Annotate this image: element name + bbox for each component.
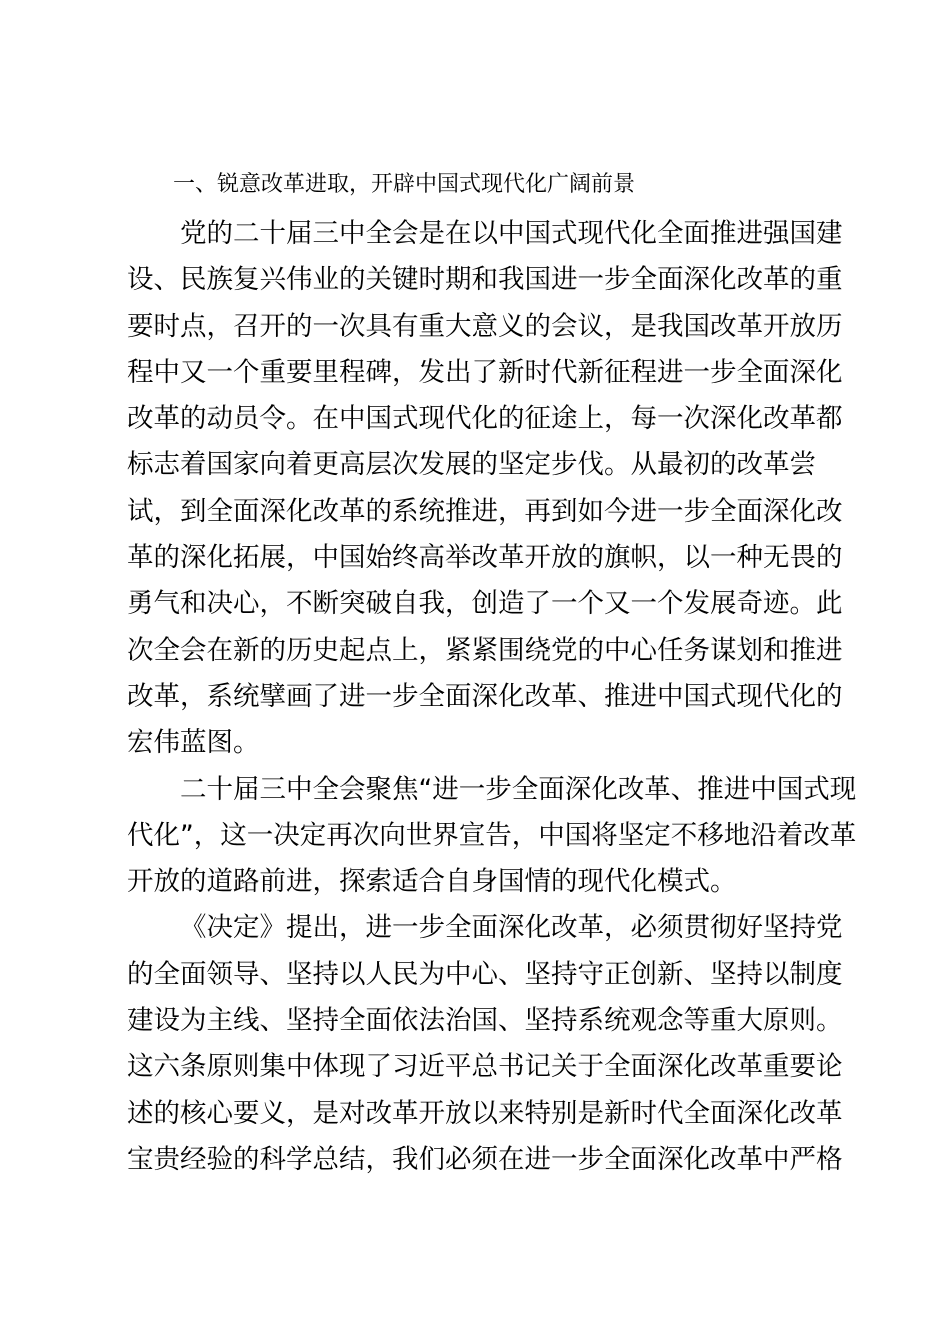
text-line: 代化”，这一决定再次向世界宣告，中国将坚定不移地沿着改革 xyxy=(127,819,857,851)
text-line: 革的深化拓展，中国始终高举改革开放的旗帜，以一种无畏的 xyxy=(127,542,843,574)
text-line: 标志着国家向着更高层次发展的坚定步伐。从最初的改革尝 xyxy=(127,449,816,481)
text-line: 这六条原则集中体现了习近平总书记关于全面深化改革重要论 xyxy=(127,1051,843,1083)
text-line: 党的二十届三中全会是在以中国式现代化全面推进强国建 xyxy=(180,218,843,249)
paragraph-1 xyxy=(127,211,843,767)
text-line: 宏伟蓝图。 xyxy=(127,727,260,759)
text-line: 开放的道路前进，探索适合自身国情的现代化模式。 xyxy=(127,866,737,898)
text-line: 试，到全面深化改革的系统推进，再到如今进一步全面深化改 xyxy=(127,495,843,527)
text-line: 《决定》提出，进一步全面深化改革，必须贯彻好坚持党 xyxy=(180,912,843,944)
text-line: 勇气和决心，不断突破自我，创造了一个又一个发展奇迹。此 xyxy=(127,588,843,620)
text-line: 改革的动员令。在中国式现代化的征途上，每一次深化改革都 xyxy=(127,403,843,435)
document-body xyxy=(127,163,857,1183)
text-line: 二十届三中全会聚焦“进一步全面深化改革、推进中国式现 xyxy=(180,773,857,805)
text-line: 述的核心要义，是对改革开放以来特别是新时代全面深化改革 xyxy=(127,1097,843,1129)
text-line: 的全面领导、坚持以人民为中心、坚持守正创新、坚持以制度 xyxy=(127,958,843,990)
text-line: 建设为主线、坚持全面依法治国、坚持系统观念等重大原则。 xyxy=(127,1005,843,1037)
paragraph-3 xyxy=(127,905,843,1183)
section-heading: 一、锐意改革进取，开辟中国式现代化广阔前景 xyxy=(173,172,636,197)
text-line: 宝贵经验的科学总结，我们必须在进一步全面深化改革中严格 xyxy=(127,1143,843,1175)
paragraph-2 xyxy=(127,767,857,906)
text-line: 程中又一个重要里程碑，发出了新时代新征程进一步全面深化 xyxy=(127,356,843,388)
text-line: 次全会在新的历史起点上，紧紧围绕党的中心任务谋划和推进 xyxy=(127,634,843,666)
text-line: 改革，系统擘画了进一步全面深化改革、推进中国式现代化的 xyxy=(127,680,843,712)
text-line: 设、民族复兴伟业的关键时期和我国进一步全面深化改革的重 xyxy=(127,264,843,296)
text-line: 要时点，召开的一次具有重大意义的会议，是我国改革开放历 xyxy=(127,310,843,342)
